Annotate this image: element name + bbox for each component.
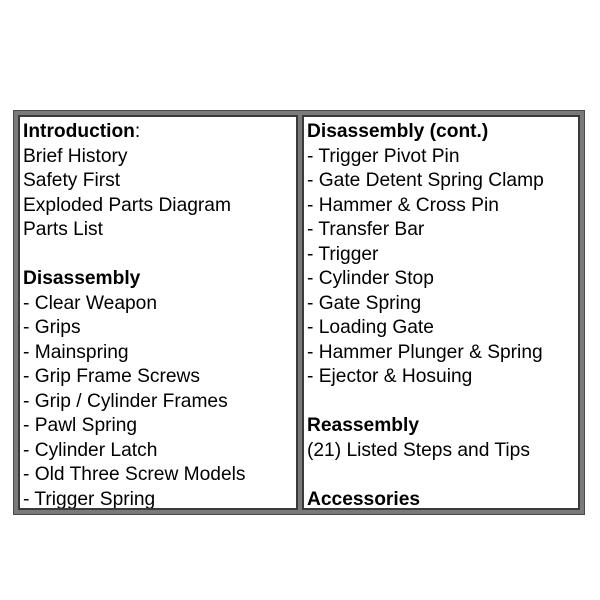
toc-item-trigger: - Trigger	[307, 243, 379, 265]
toc-item-cylinder-stop: - Cylinder Stop	[307, 268, 434, 289]
introduction-heading-colon: :	[134, 121, 141, 142]
accessories-heading: Accessories	[307, 488, 421, 510]
section-spacer	[307, 390, 578, 415]
toc-item-brief-history: Brief History	[23, 145, 128, 167]
disassembly-heading: Disassembly	[23, 268, 141, 289]
toc-item-listed-steps-tips: (21) Listed Steps and Tips	[307, 439, 530, 461]
toc-item-gate-spring: - Gate Spring	[307, 292, 422, 314]
toc-item-trigger-pivot-pin: - Trigger Pivot Pin	[307, 145, 460, 167]
toc-item-grips: - Grips	[23, 317, 81, 338]
reassembly-heading: Reassembly	[307, 415, 419, 436]
toc-item-gate-detent-spring-clamp: - Gate Detent Spring Clamp	[307, 170, 544, 191]
toc-item-ejector-housing: - Ejector & Hosuing	[307, 366, 473, 387]
toc-item-hammer-plunger-spring: - Hammer Plunger & Spring	[307, 341, 543, 363]
section-spacer	[23, 243, 296, 268]
disassembly-cont-heading: Disassembly (cont.)	[307, 121, 489, 142]
table-of-contents	[13, 110, 585, 515]
toc-item-clear-weapon: - Clear Weapon	[23, 292, 158, 314]
toc-item-grip-cylinder-frames: - Grip / Cylinder Frames	[23, 390, 228, 412]
toc-item-trigger-spring: - Trigger Spring	[23, 488, 156, 510]
toc-item-mainspring: - Mainspring	[23, 341, 129, 363]
toc-item-safety-first: Safety First	[23, 170, 121, 191]
toc-item-old-three-screw-models: - Old Three Screw Models	[23, 464, 246, 485]
toc-item-transfer-bar: - Transfer Bar	[307, 219, 425, 240]
toc-item-grip-frame-screws: - Grip Frame Screws	[23, 366, 200, 387]
toc-item-loading-gate: - Loading Gate	[307, 317, 434, 338]
introduction-heading-text: Introduction	[23, 121, 135, 142]
toc-left-column	[18, 115, 298, 510]
toc-item-cylinder-latch: - Cylinder Latch	[23, 439, 158, 461]
toc-item-parts-list: Parts List	[23, 219, 103, 240]
toc-item-hammer-cross-pin: - Hammer & Cross Pin	[307, 194, 499, 216]
toc-item-pawl-spring: - Pawl Spring	[23, 415, 138, 436]
toc-right-column	[302, 115, 580, 510]
section-spacer	[307, 463, 578, 488]
toc-item-exploded-parts-diagram: Exploded Parts Diagram	[23, 194, 231, 216]
introduction-heading	[23, 120, 296, 145]
